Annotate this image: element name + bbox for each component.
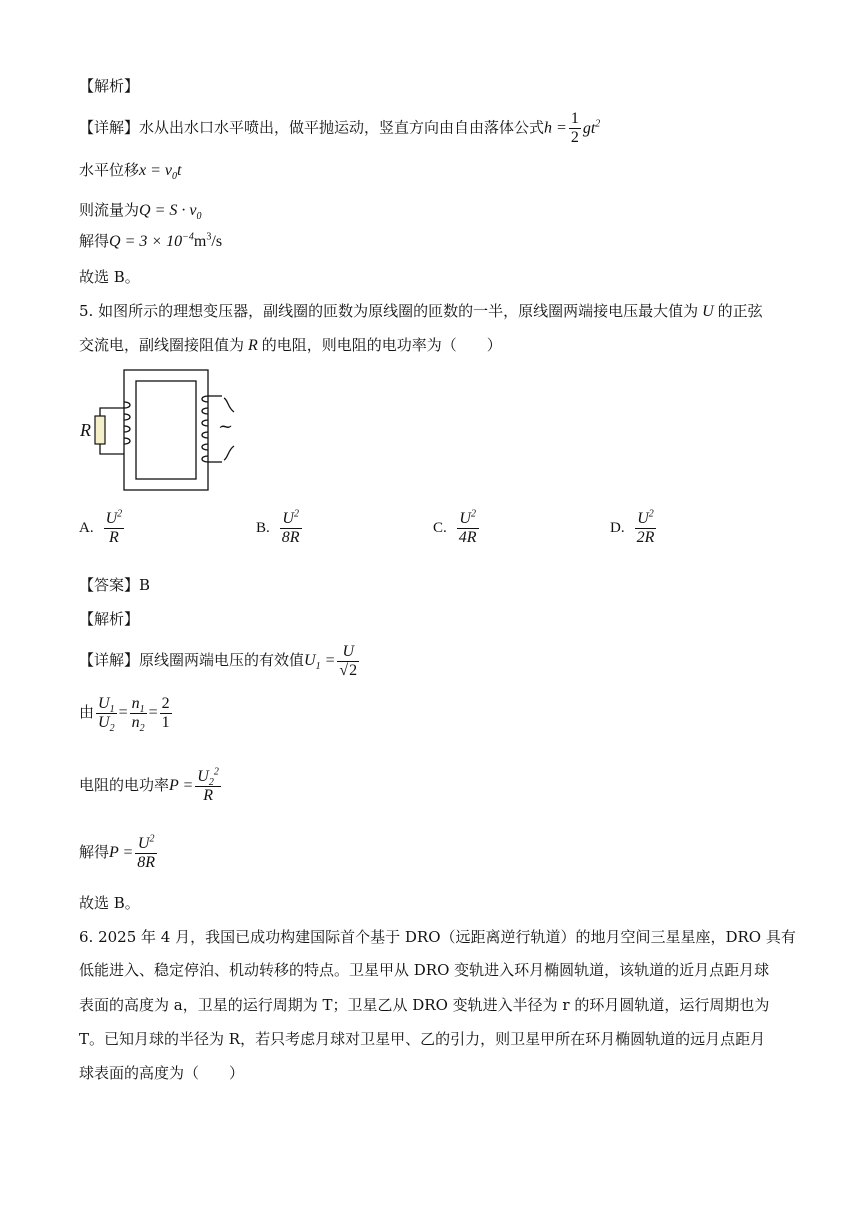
q5-power-line — [79, 765, 223, 806]
primary-coil — [202, 396, 208, 462]
q4-detail-text: 水从出水口水平喷出，做平抛运动，竖直方向由自由落体公式 — [139, 118, 545, 137]
resistor-body — [95, 416, 105, 444]
transformer-diagram — [76, 368, 246, 498]
core-inner — [136, 381, 196, 479]
q4-formula-q: $Q = S \cdot v_0$ — [139, 202, 202, 223]
q5-conclusion: 故选 B。 — [79, 894, 140, 912]
q5-ratio-u: $\frac{U_1}{U_2}$ — [98, 694, 115, 734]
q4-formula-x: $x = v_0t$ — [139, 162, 182, 183]
q5-option-c[interactable] — [433, 510, 481, 547]
q5-stem-text3: 的电阻，则电阻的电功率为（ ） — [261, 336, 502, 354]
q5-stem-end: 的正弦 — [717, 302, 763, 320]
q5-option-d[interactable] — [610, 510, 658, 547]
q5-var-u: U — [702, 303, 714, 320]
q5-power-label: 电阻的电功率 — [79, 776, 170, 794]
q5-stem-line1 — [79, 301, 763, 322]
q4-analysis-heading: 【解析】 — [79, 77, 140, 95]
q6-line5: 球表面的高度为（ ） — [79, 1064, 245, 1082]
q5-detail-text: 原线圈两端电压的有效值 — [139, 651, 305, 669]
option-b-label: B. — [256, 520, 270, 536]
q6-line4: T。已知月球的半径为 R，若只考虑月球对卫星甲、乙的引力，则卫星甲所在环月椭圆轨道的远月点距月 — [79, 1030, 766, 1048]
q5-power-fraction: $\frac{U_2^2}{R}$ — [197, 766, 219, 804]
q5-solve-fraction: $\frac{U^2}{8R}$ — [137, 833, 156, 871]
q5-solve-line — [79, 832, 159, 873]
primary-lead-top — [224, 398, 234, 412]
q5-u1-fraction: $\frac{U}{√2}$ — [339, 642, 358, 679]
q4-solve-label: 解得 — [79, 232, 110, 250]
q5-ratio-line: 由 $\frac{U_1}{U_2}$ = $\frac{n_1}{n_2}$ = $\frac{2}{1}$ — [79, 694, 170, 734]
q4-fraction-half: $\frac{1}{2}$ — [570, 110, 579, 146]
option-d-label: D. — [610, 520, 625, 536]
q4-detail-label: 【详解】 — [79, 118, 140, 137]
option-a-label: A. — [79, 520, 94, 536]
q4-formula-gt2: $gt^2$ — [582, 118, 601, 137]
q4-flow-label: 则流量为 — [79, 201, 140, 219]
q5-analysis-heading: 【解析】 — [79, 610, 140, 628]
resistor-label: R — [80, 420, 91, 440]
q6-line2: 低能进入、稳定停泊、机动转移的特点。卫星甲从 DRO 变轨进入环月椭圆轨道，该轨道的近月点距月球 — [79, 961, 770, 979]
q5-option-a[interactable] — [79, 510, 126, 547]
q5-stem-line2 — [79, 335, 502, 356]
q5-u1: $U_1$ = — [304, 652, 336, 673]
option-c-label: C. — [433, 520, 447, 536]
q4-horizontal-line — [79, 160, 181, 181]
q6-line3: 表面的高度为 a，卫星的运行周期为 T；卫星乙从 DRO 变轨进入半径为 r 的环月圆轨道，运行周期也为 — [79, 996, 770, 1014]
q5-solve-p: P = — [109, 844, 134, 861]
q5-stem-text: 5. 如图所示的理想变压器，副线圈的匝数为原线圈的匝数的一半，原线圈两端接电压最大值为 — [79, 302, 699, 320]
q5-stem-text2: 交流电，副线圈接阻值为 — [79, 336, 245, 354]
q5-answer: 【答案】B — [79, 576, 151, 594]
q5-power-p: P = — [169, 777, 194, 794]
q4-solve-line — [79, 231, 222, 252]
q4-horizontal-label: 水平位移 — [79, 161, 140, 179]
q5-solve-label: 解得 — [79, 843, 110, 861]
primary-lead-bottom — [224, 446, 234, 460]
option-a-fraction: $\frac{U^2}{R}$ — [105, 508, 123, 546]
q4-detail-line — [79, 110, 600, 147]
q5-detail-label: 【详解】 — [79, 651, 140, 669]
q5-option-b[interactable] — [256, 510, 304, 547]
q4-result: $Q = 3 \times 10^{-4}$ — [109, 231, 194, 250]
q5-var-r: R — [248, 337, 258, 354]
q5-ratio-n: $\frac{n_1}{n_2}$ — [131, 694, 145, 734]
secondary-coil — [124, 402, 130, 444]
option-d-fraction: $\frac{U^2}{2R}$ — [636, 508, 655, 546]
q6-line1: 6. 2025 年 4 月，我国已成功构建国际首个基于 DRO（远距离逆行轨道）的地月空间三星星座，DRO 具有 — [79, 928, 796, 946]
option-c-fraction: $\frac{U^2}{4R}$ — [458, 508, 477, 546]
q4-conclusion: 故选 B。 — [79, 268, 140, 286]
option-b-fraction: $\frac{U^2}{8R}$ — [281, 508, 300, 546]
q5-detail-line — [79, 640, 361, 681]
q5-ratio-prefix: 由 — [79, 703, 95, 721]
q4-result-unit: $m^3/s$ — [193, 231, 223, 250]
q5-ratio-value: $\frac{2}{1}$ — [161, 694, 170, 731]
q4-flow-line — [79, 200, 201, 221]
ac-source-symbol: ~ — [218, 416, 234, 437]
q4-formula-h: h = — [544, 119, 567, 137]
